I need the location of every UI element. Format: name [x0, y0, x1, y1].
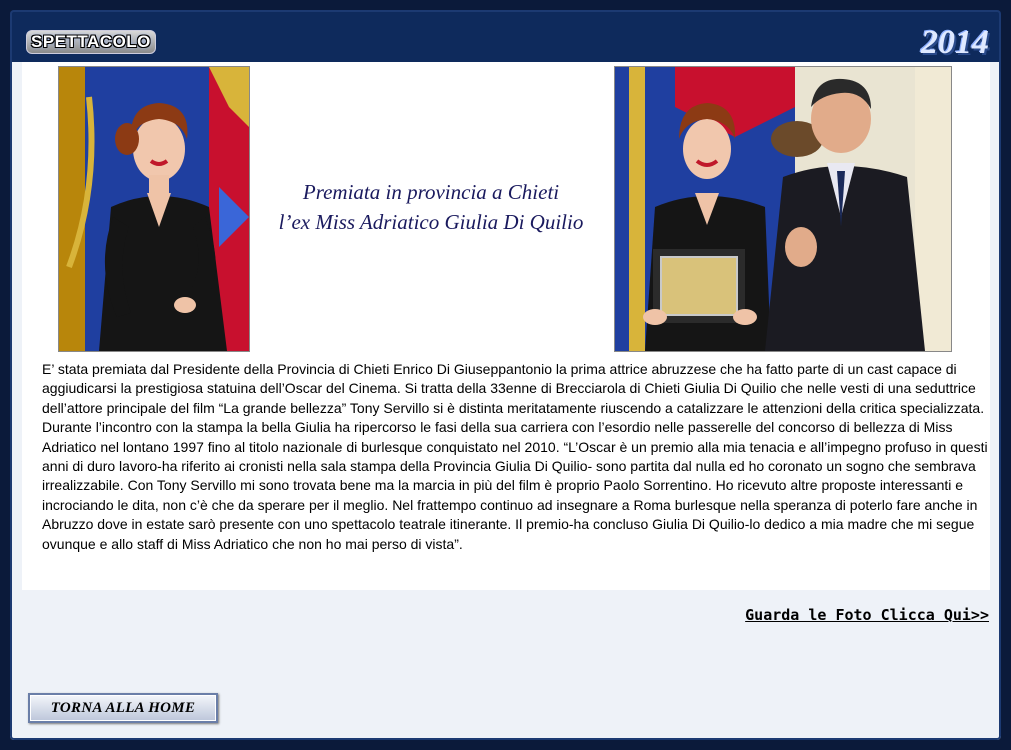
- photo-actress: [58, 66, 250, 352]
- article-headline: [248, 177, 614, 237]
- headline-line-2: l’ex Miss Adriatico Giulia Di Quilio: [278, 210, 584, 234]
- page-frame: [10, 10, 1001, 740]
- photo-award: [614, 66, 952, 352]
- year-label: 2014: [921, 24, 989, 61]
- photo-gallery-link[interactable]: Guarda le Foto Clicca Qui>>: [745, 606, 989, 624]
- home-button[interactable]: TORNA ALLA HOME: [28, 693, 218, 723]
- section-logo: SPETTACOLO: [26, 30, 156, 54]
- article-body: E’ stata premiata dal Presidente della Provincia di Chieti Enrico Di Giuseppantonio la prima attrice abruzzese che ha fatto parte di un cast capace di aggiudicarsi la prestigiosa statuina dell’Oscar del Cinema. Si tratta della 33enne di Brecciarola di Chieti Giulia Di Quilio che nelle vesti di una seduttrice dell’attore principale del film “La grande bellezza” Tony Servillo si è distinta meritatamente riuscendo a catalizzare le attenzioni della critica specializzata. Durante l’incontro con la stampa la bella Giulia ha ripercorso le fasi della sua carriera con l’esordio nelle passerelle del concorso di bellezza di Miss Adriatico nel lontano 1997 fino al titolo nazionale di burlesque conquistato nel 2010. “L’Oscar è un premio alla mia tenacia e all’impegno profuso in questi anni di duro lavoro-ha riferito ai cronisti nella sala stampa della Provincia Giulia Di Quilio- sono partita dal nulla ed ho coronato un sogno che sembrava irrealizzabile. Con Tony Servillo mi sono trovata bene ma la marcia in più del film è proprio Paolo Sorrentino. Ho ricevuto altre proposte interessanti e incrociando le dita, non c’è che da sperare per il meglio. Nel frattempo continuo ad insegnare a Roma burlesque nella speranza di poterlo fare anche in Abruzzo dove in estate sarò presente con uno spettacolo teatrale itinerante. Il premio-ha concluso Giulia Di Quilio-lo dedico a mia madre che mi segue ovunque e allo staff di Miss Adriatico che non ho mai perso di vista”.: [42, 361, 988, 552]
- headline-line-1: Premiata in provincia a Chieti: [302, 180, 560, 204]
- photo-actress-image: [59, 67, 249, 351]
- article-panel: [22, 62, 990, 590]
- photo-award-image: [615, 67, 951, 351]
